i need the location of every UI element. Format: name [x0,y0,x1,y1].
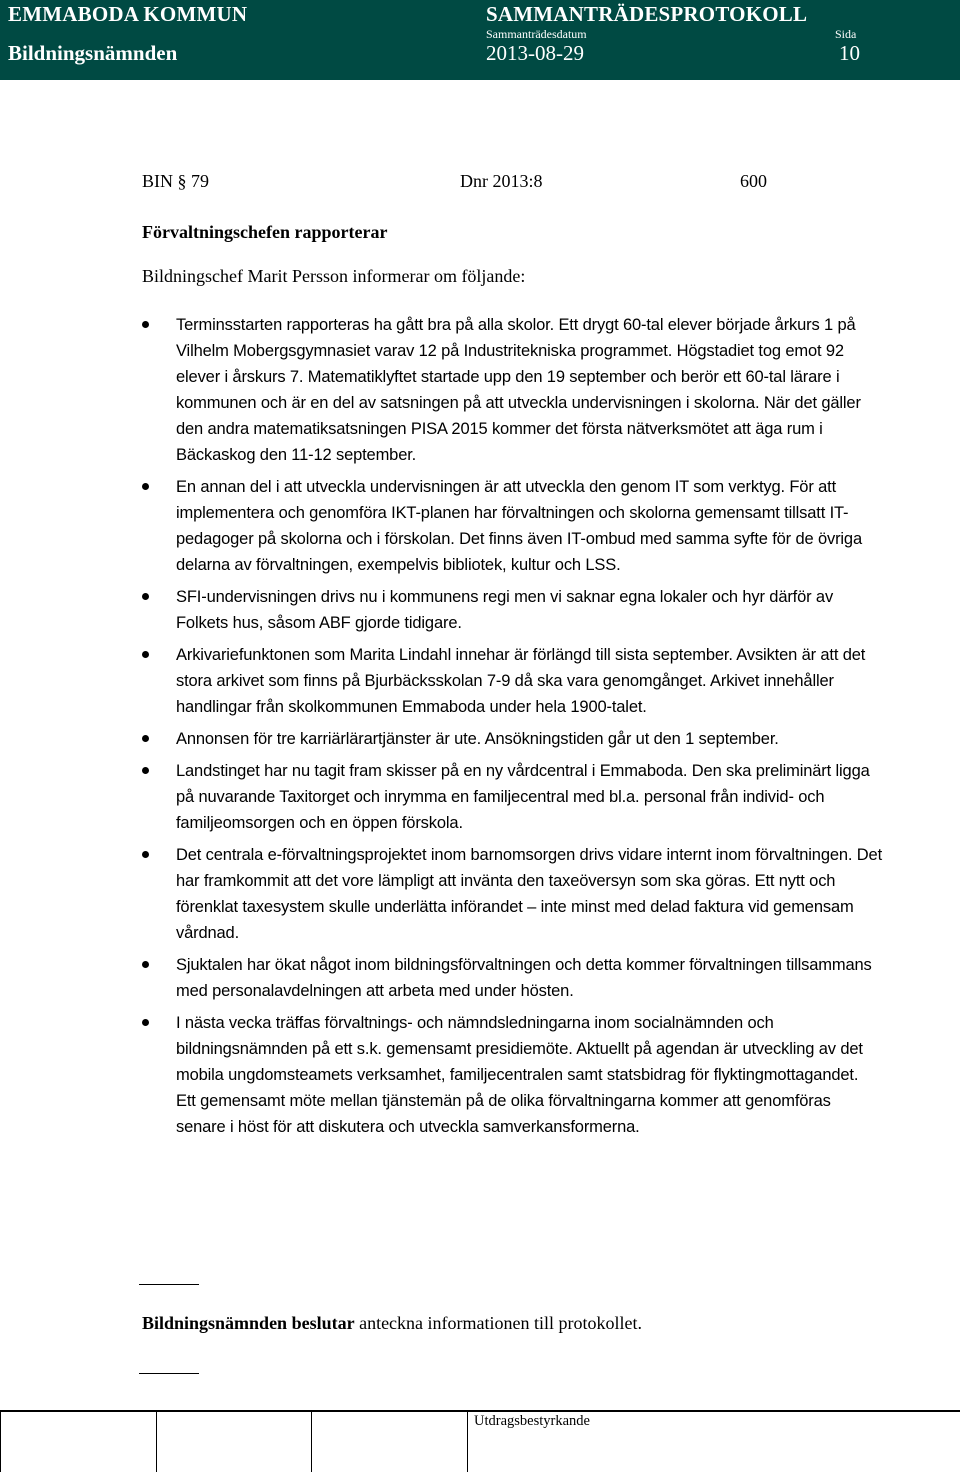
list-item [142,1010,882,1140]
bullet-icon [142,961,149,968]
bullet-icon [142,735,149,742]
report-list [142,312,882,1140]
decision-subject: Bildningsnämnden beslutar [142,1313,355,1333]
committee-name: Bildningsnämnden [8,41,178,65]
list-item-text: Det centrala e-förvaltningsprojektet inom barnomsorgen drivs vidare internt inom förvaltningen. Det har framkommit att det vore lämpligt att invänta den taxeöversyn som ska göras. Ett nytt och förenklat taxesystem skulle underlätta införandet – inte minst med delad faktura vid gemensam vårdnad. [176,846,883,942]
list-item [142,726,882,752]
case-id: BIN § 79 [142,171,209,191]
list-item-text: Sjuktalen har ökat något inom bildningsförvaltningen och detta kommer förvaltningen tillsammans med personalavdelningen att arbeta med under hösten. [176,956,872,1000]
list-item [142,642,882,720]
intro-text: Bildningschef Marit Persson informerar om följande: [142,266,526,286]
list-item [142,584,882,636]
date-label: Sammanträdesdatum [486,27,587,41]
decision-text: anteckna informationen till protokollet. [359,1313,642,1333]
list-item-text: Annonsen för tre karriärlärartjänster är ute. Ansökningstiden går ut den 1 september. [176,730,779,748]
certification-label: Utdragsbestyrkande [474,1413,590,1429]
list-item-text: SFI-undervisningen drivs nu i kommunens regi men vi saknar egna lokaler och hyr därför av Folkets hus, såsom ABF gjorde tidigare. [176,588,834,632]
decision [142,1313,642,1334]
bullet-icon [142,483,149,490]
signature-footer [0,1410,960,1472]
meeting-date: 2013-08-29 [486,41,584,65]
bullet-icon [142,651,149,658]
case-dnr: Dnr 2013:8 [460,171,543,191]
list-item-text: Terminsstarten rapporteras ha gått bra på alla skolor. Ett drygt 60-tal elever började årkurs 1 på Vilhelm Mobergsgymnasiet varav 12 på Industritekniska programmet. Högstadiet tog emot 92 elever i årskurs 7. Matematiklyftet startade upp den 19 september och berör ett 60-tal lärare i kommunen och är en del av satsningen på att utveckla undervisningen i skolorna. När det gäller den andra matematiksatsningen PISA 2015 kommer det första nätverksmötet att äga rum i Bäckaskog den 11-12 september. [176,316,861,464]
signature-box [0,1410,157,1472]
list-item-text: En annan del i att utveckla undervisningen är att utveckla den genom IT som verktyg. För att implementera och genomföra IKT-planen har förvaltningen och skolorna gemensamt tillsatt IT-pedagoger på skolorna och i förskolan. Det finns även IT-ombud med samma syfte för de övriga delarna av förvaltningen, exempelvis bibliotek, kultur och LSS. [176,478,862,574]
list-item [142,312,882,468]
document-header [0,0,960,80]
bullet-icon [142,321,149,328]
case-number: 600 [740,171,767,191]
list-item [142,474,882,578]
signature-box [156,1410,312,1472]
separator-line [139,1373,199,1374]
page-label: Sida [835,27,857,41]
separator-line [139,1284,199,1285]
bullet-icon [142,851,149,858]
list-item [142,952,882,1004]
section-title: Förvaltningschefen rapporterar [142,222,388,242]
list-item-text: Landstinget har nu tagit fram skisser på en ny vårdcentral i Emmaboda. Den ska preliminärt ligga på nuvarande Taxitorget och inrymma en familjecentral med bl.a. personal från individ- och familjeomsorgen och en öppen förskola. [176,762,870,832]
org-name: EMMABODA KOMMUN [8,2,248,26]
bullet-icon [142,1019,149,1026]
document-type: SAMMANTRÄDESPROTOKOLL [486,2,808,26]
page-number: 10 [839,41,860,65]
case-line [142,168,882,194]
signature-box [312,1410,468,1472]
list-item [142,842,882,946]
list-item [142,758,882,836]
bullet-icon [142,593,149,600]
bullet-icon [142,767,149,774]
list-item-text: Arkivariefunktonen som Marita Lindahl innehar är förlängd till sista september. Avsikten är att det stora arkivet som finns på Bjurbäcksskolan 7-9 då ska vara genomgånget. Arkivet innehåller handlingar från skolkommunen Emmaboda under hela 1900-talet. [176,646,866,716]
document-body [142,168,882,1146]
list-item-text: I nästa vecka träffas förvaltnings- och nämndsledningarna inom socialnämnden och bildningsnämnden på ett s.k. gemensamt presidiemöte. Aktuellt på agendan är utveckling av det mobila ungdomsteamets verksamhet, familjecentralen samt statsbidrag för flyktingmottagandet. Ett gemensamt möte mellan tjänstemän på de olika förvaltningarna kommer att genomföras senare i höst för att diskutera och utveckla samverkansformerna. [176,1014,863,1136]
